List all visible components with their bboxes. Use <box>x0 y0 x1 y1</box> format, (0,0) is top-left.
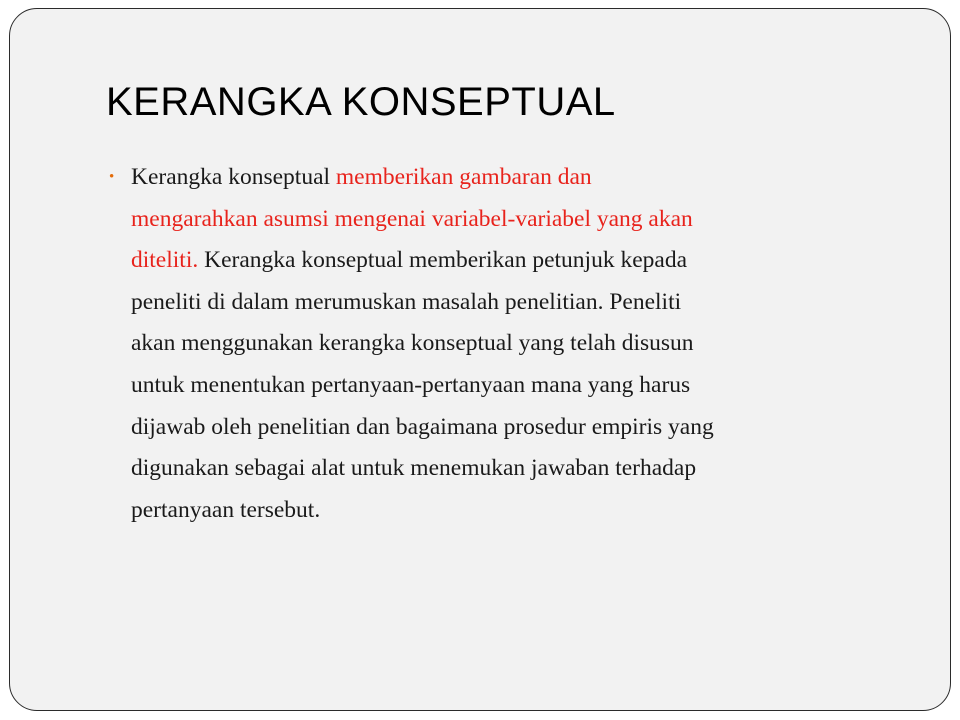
line-3-text: Kerangka konseptual memberikan petunjuk kepada <box>198 247 687 274</box>
paragraph-line-9: pertanyaan tersebut. <box>131 496 321 523</box>
bullet-list <box>109 157 909 531</box>
bullet-item <box>109 157 909 531</box>
line-3-highlight: diteliti. <box>131 247 199 274</box>
paragraph-line-7: dijawab oleh penelitian dan bagaimana prosedur empiris yang <box>131 413 714 440</box>
paragraph-line-4: peneliti di dalam merumuskan masalah penelitian. Peneliti <box>131 288 682 315</box>
paragraph-line-5: akan menggunakan kerangka konseptual yang telah disusun <box>131 330 694 357</box>
slide-title: KERANGKA KONSEPTUAL <box>106 80 616 124</box>
paragraph-line-8: digunakan sebagai alat untuk menemukan jawaban terhadap <box>131 455 697 482</box>
paragraph-line-6: untuk menentukan pertanyaan-pertanyaan mana yang harus <box>131 371 691 398</box>
paragraph-line-2: mengarahkan asumsi mengenai variabel-variabel yang akan <box>131 205 693 232</box>
bullet-icon: • <box>109 169 115 185</box>
paragraph-line-1 <box>131 157 909 199</box>
paragraph-line-3 <box>131 240 909 282</box>
line-1-text: Kerangka konseptual <box>131 164 336 190</box>
line-1-highlight: memberikan gambaran dan <box>335 164 592 190</box>
